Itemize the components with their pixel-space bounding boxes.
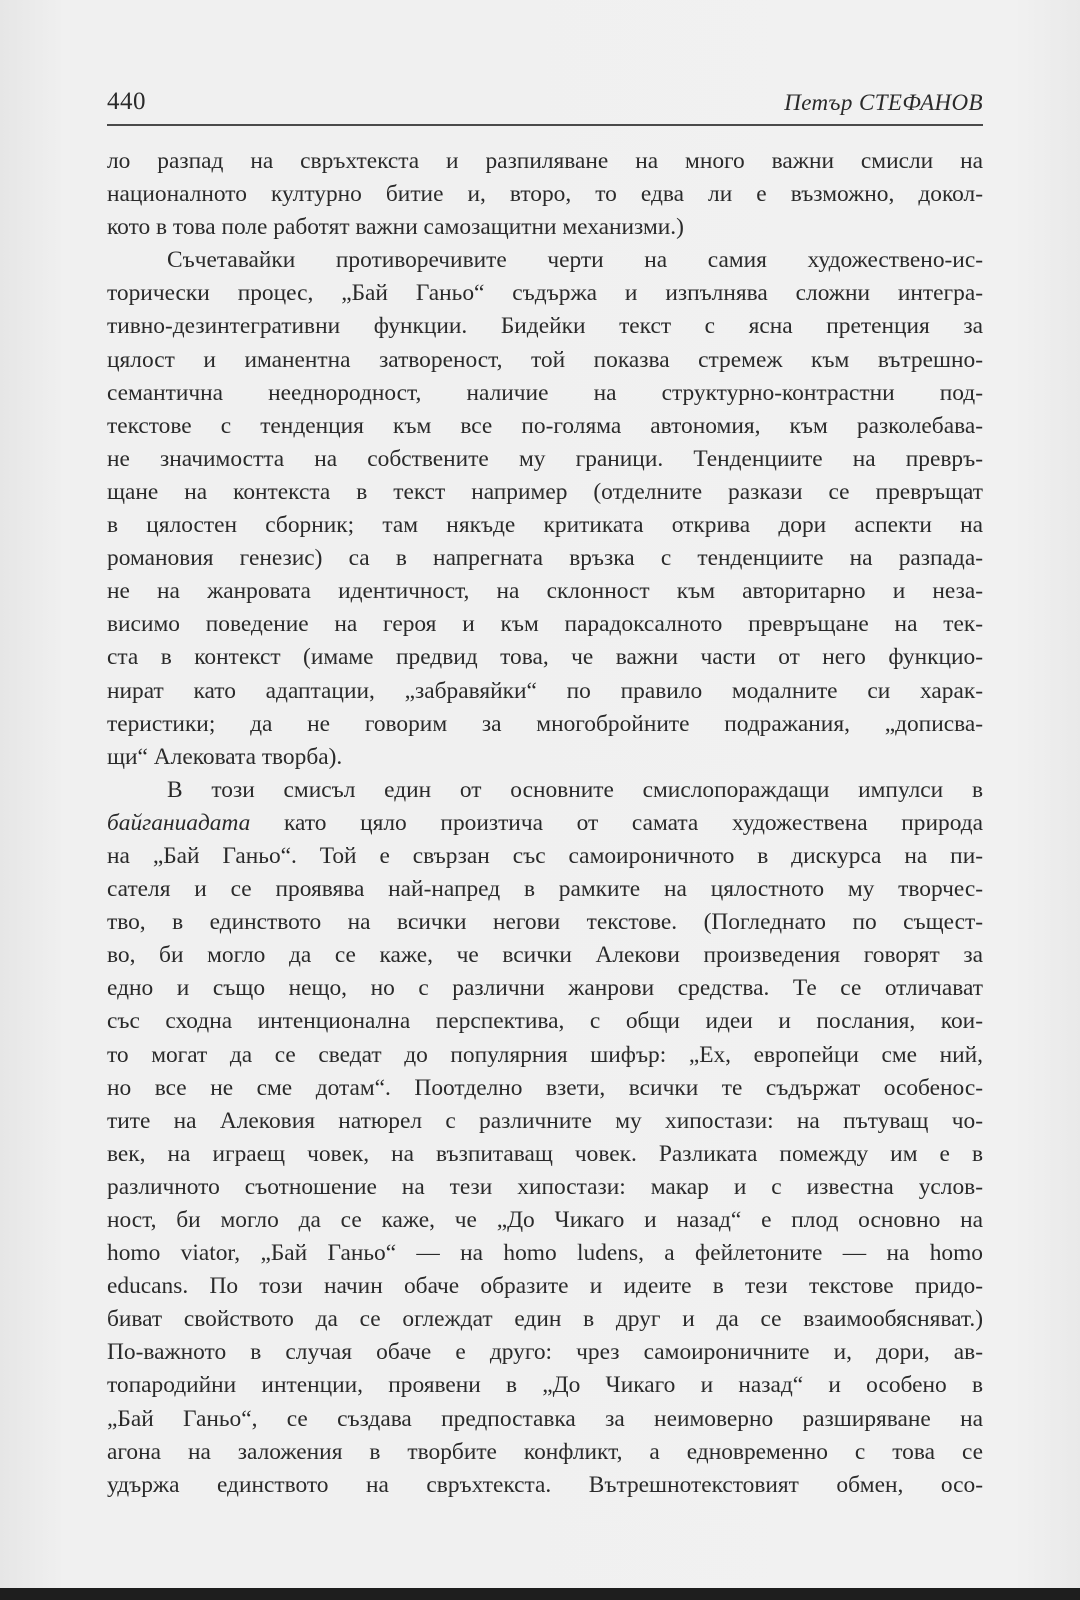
text-line: романовия генезис) са в напрегната връзка с тенденциите на разпада- (107, 545, 983, 572)
text-line: educans. По този начин обаче образите и идеите в тези текстове придо- (107, 1273, 983, 1300)
text-line: тите на Алековия натюрел с различните му хипостази: на пътуващ чо- (107, 1107, 983, 1134)
text-line: не на жанровата идентичност, на склонност към авторитарно и неза- (107, 578, 983, 605)
text-line: homo viator, „Бай Ганьо“ — на homo ludens, а фейлетоните — на homo (107, 1240, 983, 1267)
text-line: теристики; да не говорим за многобройните подражания, „дописва- (107, 710, 983, 737)
text-line: със сходна интенционална перспектива, с общи идеи и послания, кои- (107, 1008, 983, 1035)
text-line: ста в контекст (имаме предвид това, че важни части от него функцио- (107, 644, 983, 671)
page-header (107, 84, 983, 126)
text-line: семантична нееднородност, наличие на структурно-контрастни под- (107, 379, 983, 406)
text-line: торически процес, „Бай Ганьо“ съдържа и изпълнява сложни интегра- (107, 280, 983, 307)
text-line: тивно-дезинтегративни функции. Бидейки текст с ясна претенция за (107, 313, 983, 340)
running-head: Петър СТЕФАНОВ (784, 90, 983, 115)
text-line: щане на контекста в текст например (отделните разкази се превръщат (107, 478, 983, 505)
text-line: то могат да се сведат до популярния шифър: „Ех, европейци сме ний, (107, 1041, 983, 1068)
text-line: сателя и се проявява най-напред в рамките на цялостното му творчес- (107, 876, 983, 903)
text-line (107, 807, 983, 840)
text-line: биват свойството да се оглеждат един в друг и да се взаимообясняват.) (107, 1306, 983, 1333)
text-line: ност, би могло да се каже, че „До Чикаго и назад“ е плод основно на (107, 1207, 983, 1233)
text-line: во, би могло да се каже, че всички Алекови произведения говорят за (107, 942, 983, 969)
text-line: но все не сме дотам“. Поотделно взети, всички те съдържат особенос- (107, 1074, 983, 1101)
text-line: „Бай Ганьо“, се създава предпоставка за неимоверно разширяване на (107, 1405, 983, 1432)
text-line: ло разпад на свръхтекста и разпиляване на много важни смисли на (107, 148, 983, 174)
text-line: висимо поведение на героя и към парадоксалното превръщане на тек- (107, 611, 983, 638)
text-line: удържа единството на свръхтекста. Вътрешнотекстовият обмен, осо- (107, 1471, 983, 1498)
page-number: 440 (107, 88, 146, 115)
text-line: нират като адаптации, „забравяйки“ по правило модалните си харак- (107, 677, 983, 704)
text-line: В този смисъл един от основните смислопораждащи импулси в (167, 776, 983, 803)
text-line: тво, в единството на всички негови текстове. (Погледнато по същест- (107, 909, 983, 936)
text-line: щи“ Алековата творба). (107, 743, 343, 770)
text-line: текстове с тенденция към все по-голяма автономия, към разколебава- (107, 412, 983, 439)
text-line: топародийни интенции, проявени в „До Чикаго и назад“ и особено в (107, 1372, 983, 1399)
text-line: различното съотношение на тези хипостази: макар и с известна услов- (107, 1173, 983, 1200)
text-line: По-важното в случая обаче е друго: чрез самоироничните и, дори, ав- (107, 1339, 983, 1366)
italic-term: байганиадата (107, 809, 251, 836)
text-line: в цялостен сборник; там някъде критиката открива дори аспекти на (107, 512, 983, 539)
text-line-rest: като цяло произтича от самата художествена природа (250, 809, 983, 836)
text-line: националното културно битие и, второ, то едва ли е възможно, докол- (107, 181, 983, 208)
text-line: кото в това поле работят важни самозащитни механизми.) (107, 214, 684, 241)
text-line: век, на играещ човек, на възпитаващ човек. Разликата помежду им е в (107, 1140, 983, 1167)
text-line: Съчетавайки противоречивите черти на самия художествено-ис- (167, 247, 983, 274)
body-text (107, 145, 983, 1502)
text-line: не значимостта на собствените му граници. Тенденциите на превръ- (107, 445, 983, 472)
text-line: агона на заложения в творбите конфликт, а едновременно с това се (107, 1438, 983, 1465)
text-line: цялост и иманентна затвореност, той показва стремеж към вътрешно- (107, 346, 983, 373)
text-line: едно и също нещо, но с различни жанрови средства. Те се отличават (107, 975, 983, 1002)
text-line: на „Бай Ганьо“. Той е свързан със самоироничното в дискурса на пи- (107, 842, 983, 869)
scan-edge-band (0, 1588, 1080, 1600)
